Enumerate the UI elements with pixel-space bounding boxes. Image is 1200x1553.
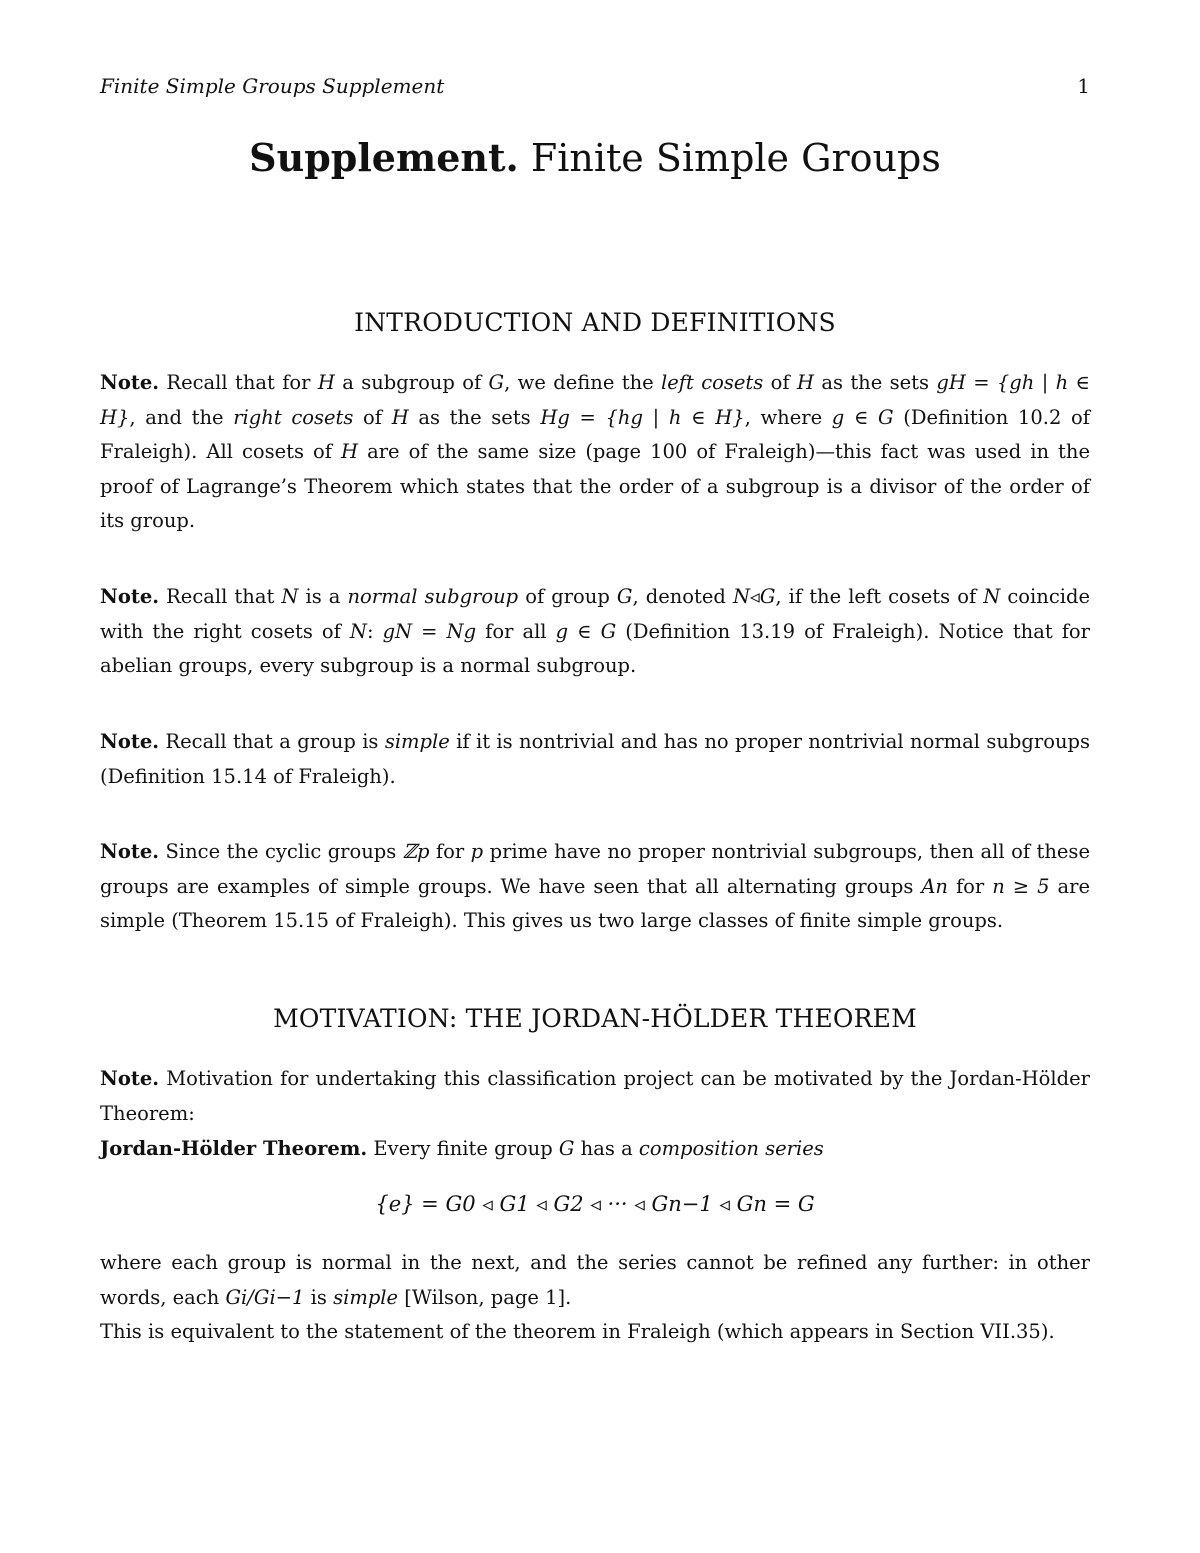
- text: coincide with the right cosets of: [100, 585, 1090, 643]
- text: Recall that for: [166, 371, 318, 394]
- math: H: [341, 440, 359, 463]
- text: of: [353, 405, 392, 429]
- text: (Definition 13.19 of Fraleigh). Notice that for abelian groups, every subgroup is a normal subgroup.: [100, 619, 1090, 677]
- math: H: [796, 371, 814, 394]
- text: Motivation for undertaking this classification project can be motivated by the Jordan-Hölder Theorem:: [100, 1067, 1091, 1125]
- note-simple-group: [100, 725, 1090, 794]
- text: , we define the: [504, 371, 662, 394]
- text: Recall that a group is: [165, 730, 385, 753]
- text: are of the same size (page 100 of Fraleigh)—this fact was used in the proof of Lagrange’s Theorem which states that the order of a subgroup is a divisor of the order of its group.: [100, 440, 1090, 532]
- math: H: [317, 371, 335, 394]
- text: is: [304, 1285, 334, 1309]
- math: An: [921, 874, 948, 898]
- math: G: [616, 585, 633, 608]
- section-heading-intro: INTRODUCTION AND DEFINITIONS: [354, 308, 836, 337]
- note-label: Note.: [100, 585, 160, 608]
- term-simple: simple: [333, 1285, 399, 1309]
- note-cyclic-groups: [100, 835, 1090, 939]
- math: N: [983, 585, 1001, 608]
- title-bold: Supplement.: [249, 135, 519, 180]
- text: , if the left cosets of: [775, 585, 984, 608]
- text: , denoted: [632, 585, 733, 608]
- theorem-explanation: [100, 1246, 1090, 1315]
- math: H: [391, 405, 409, 429]
- text: are simple (Theorem 15.15 of Fraleigh). This gives us two large classes of finite simple groups.: [100, 874, 1090, 932]
- text: of group: [518, 585, 617, 608]
- term-right-cosets: right cosets: [233, 405, 354, 429]
- page-title: [0, 135, 1190, 180]
- math: n ≥ 5: [992, 874, 1050, 898]
- math-set: Hg = {hg | h ∈ H}: [540, 405, 745, 429]
- text: for: [429, 840, 471, 863]
- text: prime have no proper nontrivial subgroups, then all of these groups are examples of simple groups. We have seen that all alternating groups: [100, 840, 1090, 898]
- text: is a: [298, 585, 348, 608]
- note-motivation: [100, 1062, 1090, 1131]
- running-header: [100, 74, 1090, 98]
- note-normal-subgroup: [100, 580, 1090, 684]
- math: G: [558, 1137, 575, 1160]
- text: as the sets: [813, 371, 937, 394]
- section-heading-motivation: MOTIVATION: THE JORDAN-HÖLDER THEOREM: [273, 1004, 917, 1033]
- term-normal-subgroup: normal subgroup: [347, 585, 519, 608]
- text: (Definition 10.2 of Fraleigh). All cosets of: [100, 405, 1090, 463]
- composition-series-equation: {e} = G0 ◃ G1 ◃ G2 ◃ ··· ◃ Gn−1 ◃ Gn = G: [375, 1192, 815, 1216]
- text: where each group is normal in the next, and the series cannot be refined any further: in other words, each: [100, 1251, 1090, 1309]
- text: has a: [574, 1137, 639, 1160]
- note-label: Note.: [100, 730, 160, 753]
- text: Recall that: [166, 585, 282, 608]
- note-label: Note.: [100, 840, 160, 863]
- term-composition-series: composition series: [638, 1137, 824, 1160]
- page-number: 1: [1077, 74, 1090, 98]
- math: p: [470, 840, 484, 863]
- text: for all: [476, 619, 556, 643]
- math: N◃G: [732, 585, 776, 608]
- math: N: [281, 585, 299, 608]
- text: Since the cyclic groups: [165, 840, 403, 863]
- note-label: Note.: [100, 371, 160, 394]
- text: , where: [744, 405, 832, 429]
- text: , and the: [129, 405, 234, 429]
- theorem-label: Jordan-Hölder Theorem.: [100, 1137, 368, 1160]
- math: N: [349, 619, 367, 643]
- text: of: [763, 371, 797, 394]
- math: ℤp: [402, 840, 430, 863]
- note-label: Note.: [100, 1067, 160, 1090]
- math: g ∈ G: [831, 405, 894, 429]
- math: g ∈ G: [555, 619, 617, 643]
- equivalence-note: This is equivalent to the statement of the theorem in Fraleigh (which appears in Section VII.35).: [100, 1320, 1055, 1343]
- text: if it is nontrivial and has no proper nontrivial normal subgroups (Definition 15.14 of Fraleigh).: [100, 730, 1091, 788]
- note-cosets: [100, 366, 1090, 539]
- math: G: [488, 371, 505, 394]
- math: Gi/Gi−1: [225, 1285, 305, 1309]
- text: [Wilson, page 1].: [398, 1285, 572, 1309]
- running-title: Finite Simple Groups Supplement: [100, 74, 445, 98]
- math-set: gH = {gh | h ∈ H}: [100, 371, 1090, 429]
- text: a subgroup of: [334, 371, 489, 394]
- text: as the sets: [408, 405, 541, 429]
- theorem-statement: [100, 1132, 1090, 1167]
- title-rest: Finite Simple Groups: [530, 136, 941, 180]
- term-simple: simple: [384, 730, 450, 753]
- text: for: [947, 874, 993, 898]
- text: Every finite group: [373, 1137, 559, 1160]
- term-left-cosets: left cosets: [661, 371, 764, 394]
- text: :: [366, 619, 383, 643]
- math: gN = Ng: [382, 619, 477, 643]
